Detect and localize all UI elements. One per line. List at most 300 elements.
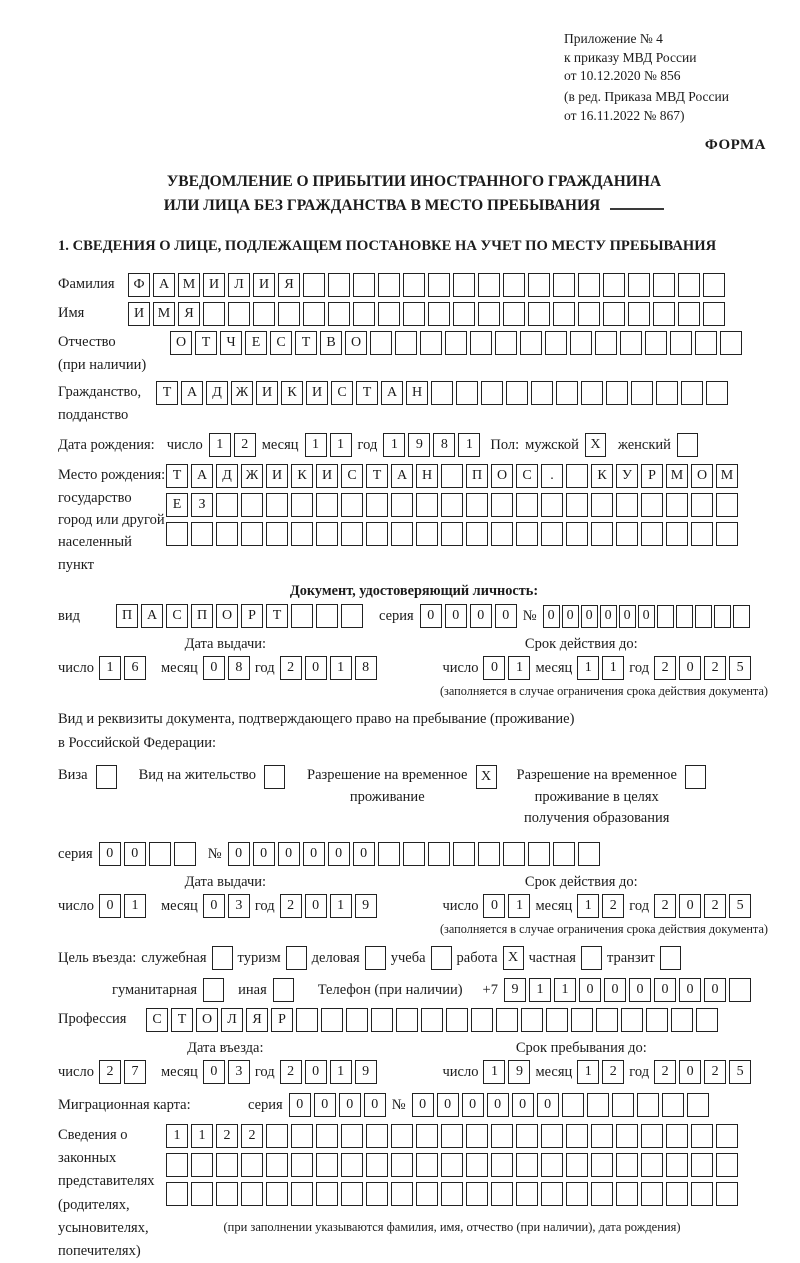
char-cell[interactable]	[541, 522, 563, 546]
char-cell[interactable]	[341, 522, 363, 546]
char-cell[interactable]: Р	[641, 464, 663, 488]
char-cell[interactable]	[441, 493, 463, 517]
char-cell[interactable]	[441, 1124, 463, 1148]
char-cell[interactable]	[681, 381, 703, 405]
char-cell[interactable]: Т	[266, 604, 288, 628]
char-cell[interactable]: О	[216, 604, 238, 628]
purpose-transit-checkbox[interactable]	[660, 946, 681, 970]
char-cell[interactable]	[662, 1093, 684, 1117]
char-cell[interactable]	[241, 1182, 263, 1206]
char-cell[interactable]	[696, 1008, 718, 1032]
char-cell[interactable]: 0	[629, 978, 651, 1002]
char-cell[interactable]	[516, 1124, 538, 1148]
char-cell[interactable]	[641, 1153, 663, 1177]
char-cell[interactable]: С	[331, 381, 353, 405]
char-cell[interactable]	[714, 605, 731, 628]
phone-cells[interactable]	[504, 978, 751, 1002]
char-cell[interactable]	[191, 1153, 213, 1177]
char-cell[interactable]: 2	[280, 1060, 302, 1084]
given-name-cells[interactable]	[128, 302, 725, 326]
char-cell[interactable]: 3	[228, 1060, 250, 1084]
char-cell[interactable]	[428, 273, 450, 297]
char-cell[interactable]	[566, 1182, 588, 1206]
char-cell[interactable]	[391, 522, 413, 546]
char-cell[interactable]	[216, 1182, 238, 1206]
char-cell[interactable]: Ч	[220, 331, 242, 355]
char-cell[interactable]	[733, 605, 750, 628]
char-cell[interactable]	[666, 522, 688, 546]
char-cell[interactable]	[528, 842, 550, 866]
identity-issue-day-cells[interactable]	[99, 656, 146, 680]
char-cell[interactable]	[566, 464, 588, 488]
char-cell[interactable]	[516, 493, 538, 517]
char-cell[interactable]	[491, 522, 513, 546]
char-cell[interactable]: А	[153, 273, 175, 297]
char-cell[interactable]: 0	[412, 1093, 434, 1117]
char-cell[interactable]	[616, 1182, 638, 1206]
purpose-study-checkbox[interactable]	[431, 946, 452, 970]
char-cell[interactable]	[353, 273, 375, 297]
char-cell[interactable]	[628, 273, 650, 297]
char-cell[interactable]: Р	[271, 1008, 293, 1032]
purpose-private-checkbox[interactable]	[581, 946, 602, 970]
char-cell[interactable]	[341, 1124, 363, 1148]
char-cell[interactable]	[446, 1008, 468, 1032]
char-cell[interactable]	[166, 1182, 188, 1206]
char-cell[interactable]: 5	[729, 656, 751, 680]
char-cell[interactable]	[341, 493, 363, 517]
char-cell[interactable]	[416, 1153, 438, 1177]
residence-issue-month-cells[interactable]	[203, 894, 250, 918]
char-cell[interactable]	[591, 1153, 613, 1177]
char-cell[interactable]: 5	[729, 1060, 751, 1084]
char-cell[interactable]: 2	[99, 1060, 121, 1084]
char-cell[interactable]	[678, 273, 700, 297]
identity-kind-cells[interactable]	[116, 604, 363, 628]
char-cell[interactable]	[456, 381, 478, 405]
identity-valid-day-cells[interactable]	[483, 656, 530, 680]
char-cell[interactable]	[620, 331, 642, 355]
char-cell[interactable]	[366, 493, 388, 517]
char-cell[interactable]: 0	[364, 1093, 386, 1117]
char-cell[interactable]	[291, 522, 313, 546]
char-cell[interactable]	[216, 493, 238, 517]
char-cell[interactable]	[720, 331, 742, 355]
char-cell[interactable]: 1	[458, 433, 480, 457]
char-cell[interactable]	[516, 1182, 538, 1206]
char-cell[interactable]: 0	[679, 894, 701, 918]
char-cell[interactable]	[353, 302, 375, 326]
char-cell[interactable]: 9	[504, 978, 526, 1002]
char-cell[interactable]	[531, 381, 553, 405]
char-cell[interactable]: У	[616, 464, 638, 488]
char-cell[interactable]	[653, 302, 675, 326]
char-cell[interactable]: А	[181, 381, 203, 405]
representatives-cells-row-2[interactable]	[166, 1153, 738, 1177]
char-cell[interactable]	[291, 1182, 313, 1206]
char-cell[interactable]: 0	[124, 842, 146, 866]
birth-place-cells-row-3[interactable]	[166, 522, 738, 546]
char-cell[interactable]: 1	[99, 656, 121, 680]
char-cell[interactable]	[553, 302, 575, 326]
char-cell[interactable]: 0	[512, 1093, 534, 1117]
birth-place-cells-row-2[interactable]	[166, 493, 738, 517]
char-cell[interactable]: Л	[221, 1008, 243, 1032]
char-cell[interactable]	[416, 493, 438, 517]
char-cell[interactable]	[556, 381, 578, 405]
char-cell[interactable]: Ж	[241, 464, 263, 488]
char-cell[interactable]	[591, 1182, 613, 1206]
char-cell[interactable]	[441, 464, 463, 488]
char-cell[interactable]	[453, 302, 475, 326]
char-cell[interactable]: А	[391, 464, 413, 488]
char-cell[interactable]	[641, 493, 663, 517]
char-cell[interactable]	[666, 1124, 688, 1148]
char-cell[interactable]: Н	[416, 464, 438, 488]
char-cell[interactable]	[395, 331, 417, 355]
char-cell[interactable]: 2	[654, 894, 676, 918]
char-cell[interactable]: 1	[305, 433, 327, 457]
char-cell[interactable]: 2	[654, 656, 676, 680]
char-cell[interactable]	[637, 1093, 659, 1117]
char-cell[interactable]	[541, 1182, 563, 1206]
char-cell[interactable]	[506, 381, 528, 405]
char-cell[interactable]: .	[541, 464, 563, 488]
char-cell[interactable]: 2	[234, 433, 256, 457]
char-cell[interactable]	[341, 1182, 363, 1206]
char-cell[interactable]: 1	[383, 433, 405, 457]
char-cell[interactable]: 8	[228, 656, 250, 680]
char-cell[interactable]: 0	[420, 604, 442, 628]
char-cell[interactable]	[166, 1153, 188, 1177]
char-cell[interactable]	[716, 1124, 738, 1148]
stay-day-cells[interactable]	[483, 1060, 530, 1084]
char-cell[interactable]	[266, 1153, 288, 1177]
char-cell[interactable]	[566, 522, 588, 546]
char-cell[interactable]	[391, 493, 413, 517]
purpose-official-checkbox[interactable]	[212, 946, 233, 970]
char-cell[interactable]: Р	[241, 604, 263, 628]
char-cell[interactable]: 1	[577, 1060, 599, 1084]
char-cell[interactable]: О	[345, 331, 367, 355]
char-cell[interactable]	[528, 273, 550, 297]
char-cell[interactable]: 1	[602, 656, 624, 680]
char-cell[interactable]: 1	[508, 656, 530, 680]
char-cell[interactable]	[603, 273, 625, 297]
char-cell[interactable]	[606, 381, 628, 405]
char-cell[interactable]	[541, 1124, 563, 1148]
birth-place-cells-row-1[interactable]	[166, 464, 738, 488]
char-cell[interactable]	[491, 1124, 513, 1148]
char-cell[interactable]	[591, 1124, 613, 1148]
identity-issue-year-cells[interactable]	[280, 656, 377, 680]
surname-cells[interactable]	[128, 273, 725, 297]
char-cell[interactable]	[496, 1008, 518, 1032]
identity-valid-month-cells[interactable]	[577, 656, 624, 680]
char-cell[interactable]	[266, 1124, 288, 1148]
char-cell[interactable]	[612, 1093, 634, 1117]
char-cell[interactable]: М	[716, 464, 738, 488]
stay-month-cells[interactable]	[577, 1060, 624, 1084]
char-cell[interactable]	[396, 1008, 418, 1032]
identity-valid-year-cells[interactable]	[654, 656, 751, 680]
char-cell[interactable]: 0	[483, 894, 505, 918]
profession-cells[interactable]	[146, 1008, 718, 1032]
char-cell[interactable]	[566, 1124, 588, 1148]
char-cell[interactable]	[645, 331, 667, 355]
char-cell[interactable]: Л	[228, 273, 250, 297]
char-cell[interactable]: Я	[246, 1008, 268, 1032]
char-cell[interactable]: 0	[483, 656, 505, 680]
char-cell[interactable]	[431, 381, 453, 405]
char-cell[interactable]	[491, 1153, 513, 1177]
char-cell[interactable]	[216, 522, 238, 546]
char-cell[interactable]: М	[666, 464, 688, 488]
char-cell[interactable]: А	[381, 381, 403, 405]
char-cell[interactable]	[595, 331, 617, 355]
purpose-work-checkbox[interactable]: X	[503, 946, 524, 970]
char-cell[interactable]: 8	[355, 656, 377, 680]
birth-month-cells[interactable]	[305, 433, 352, 457]
char-cell[interactable]: 1	[191, 1124, 213, 1148]
char-cell[interactable]: И	[306, 381, 328, 405]
char-cell[interactable]	[670, 331, 692, 355]
char-cell[interactable]	[370, 331, 392, 355]
char-cell[interactable]: 0	[581, 605, 598, 628]
char-cell[interactable]	[391, 1153, 413, 1177]
char-cell[interactable]: 9	[408, 433, 430, 457]
char-cell[interactable]	[495, 331, 517, 355]
char-cell[interactable]: 2	[704, 656, 726, 680]
char-cell[interactable]: 0	[339, 1093, 361, 1117]
char-cell[interactable]	[346, 1008, 368, 1032]
char-cell[interactable]	[596, 1008, 618, 1032]
char-cell[interactable]: 0	[203, 894, 225, 918]
char-cell[interactable]	[478, 842, 500, 866]
char-cell[interactable]: И	[253, 273, 275, 297]
char-cell[interactable]	[571, 1008, 593, 1032]
char-cell[interactable]: С	[166, 604, 188, 628]
char-cell[interactable]	[149, 842, 171, 866]
char-cell[interactable]: И	[256, 381, 278, 405]
char-cell[interactable]: А	[191, 464, 213, 488]
entry-month-cells[interactable]	[203, 1060, 250, 1084]
char-cell[interactable]	[562, 1093, 584, 1117]
char-cell[interactable]: 2	[280, 894, 302, 918]
char-cell[interactable]	[691, 522, 713, 546]
char-cell[interactable]	[403, 302, 425, 326]
char-cell[interactable]: П	[466, 464, 488, 488]
birth-day-cells[interactable]	[209, 433, 256, 457]
char-cell[interactable]: 0	[654, 978, 676, 1002]
char-cell[interactable]	[416, 1124, 438, 1148]
char-cell[interactable]	[328, 302, 350, 326]
char-cell[interactable]: 1	[330, 894, 352, 918]
char-cell[interactable]: 2	[654, 1060, 676, 1084]
char-cell[interactable]	[391, 1182, 413, 1206]
char-cell[interactable]	[678, 302, 700, 326]
char-cell[interactable]	[503, 273, 525, 297]
char-cell[interactable]: А	[141, 604, 163, 628]
char-cell[interactable]: 2	[280, 656, 302, 680]
char-cell[interactable]	[503, 842, 525, 866]
char-cell[interactable]	[716, 493, 738, 517]
char-cell[interactable]	[628, 302, 650, 326]
char-cell[interactable]	[591, 522, 613, 546]
char-cell[interactable]	[291, 604, 313, 628]
residence-series-cells[interactable]	[99, 842, 196, 866]
char-cell[interactable]: 0	[305, 656, 327, 680]
char-cell[interactable]: 0	[704, 978, 726, 1002]
char-cell[interactable]	[253, 302, 275, 326]
char-cell[interactable]	[366, 522, 388, 546]
char-cell[interactable]	[666, 1182, 688, 1206]
char-cell[interactable]: 0	[562, 605, 579, 628]
char-cell[interactable]	[716, 1153, 738, 1177]
char-cell[interactable]	[316, 1153, 338, 1177]
char-cell[interactable]	[703, 302, 725, 326]
char-cell[interactable]	[328, 273, 350, 297]
char-cell[interactable]	[491, 1182, 513, 1206]
char-cell[interactable]: С	[270, 331, 292, 355]
char-cell[interactable]: 1	[529, 978, 551, 1002]
char-cell[interactable]	[657, 605, 674, 628]
char-cell[interactable]: В	[320, 331, 342, 355]
char-cell[interactable]: 0	[278, 842, 300, 866]
char-cell[interactable]	[481, 381, 503, 405]
char-cell[interactable]	[521, 1008, 543, 1032]
char-cell[interactable]	[166, 522, 188, 546]
char-cell[interactable]: 0	[228, 842, 250, 866]
char-cell[interactable]	[541, 1153, 563, 1177]
char-cell[interactable]: 0	[470, 604, 492, 628]
char-cell[interactable]	[616, 1124, 638, 1148]
char-cell[interactable]: Д	[206, 381, 228, 405]
char-cell[interactable]: 0	[679, 978, 701, 1002]
char-cell[interactable]	[266, 493, 288, 517]
char-cell[interactable]	[228, 302, 250, 326]
char-cell[interactable]	[420, 331, 442, 355]
char-cell[interactable]	[466, 1153, 488, 1177]
char-cell[interactable]	[516, 522, 538, 546]
char-cell[interactable]	[266, 1182, 288, 1206]
char-cell[interactable]	[528, 302, 550, 326]
char-cell[interactable]: 0	[305, 1060, 327, 1084]
citizenship-cells[interactable]	[156, 381, 728, 405]
char-cell[interactable]	[296, 1008, 318, 1032]
char-cell[interactable]	[578, 842, 600, 866]
char-cell[interactable]: И	[316, 464, 338, 488]
char-cell[interactable]	[291, 493, 313, 517]
char-cell[interactable]: 0	[303, 842, 325, 866]
char-cell[interactable]	[656, 381, 678, 405]
char-cell[interactable]: 1	[508, 894, 530, 918]
residence-valid-month-cells[interactable]	[577, 894, 624, 918]
residence-number-cells[interactable]	[228, 842, 600, 866]
char-cell[interactable]: 1	[554, 978, 576, 1002]
char-cell[interactable]: С	[341, 464, 363, 488]
char-cell[interactable]: И	[203, 273, 225, 297]
char-cell[interactable]	[341, 1153, 363, 1177]
char-cell[interactable]	[695, 331, 717, 355]
char-cell[interactable]: К	[291, 464, 313, 488]
char-cell[interactable]	[241, 1153, 263, 1177]
char-cell[interactable]: 2	[704, 894, 726, 918]
char-cell[interactable]	[503, 302, 525, 326]
representatives-cells-row-1[interactable]	[166, 1124, 738, 1148]
residence-issue-year-cells[interactable]	[280, 894, 377, 918]
char-cell[interactable]: О	[691, 464, 713, 488]
char-cell[interactable]	[621, 1008, 643, 1032]
char-cell[interactable]	[321, 1008, 343, 1032]
char-cell[interactable]	[266, 522, 288, 546]
char-cell[interactable]	[466, 522, 488, 546]
char-cell[interactable]: С	[146, 1008, 168, 1032]
char-cell[interactable]: 0	[604, 978, 626, 1002]
char-cell[interactable]: 1	[483, 1060, 505, 1084]
stay-year-cells[interactable]	[654, 1060, 751, 1084]
char-cell[interactable]	[278, 302, 300, 326]
char-cell[interactable]	[653, 273, 675, 297]
char-cell[interactable]	[341, 604, 363, 628]
char-cell[interactable]	[216, 1153, 238, 1177]
temp-permit-checkbox[interactable]: X	[476, 765, 497, 789]
entry-day-cells[interactable]	[99, 1060, 146, 1084]
char-cell[interactable]: 0	[314, 1093, 336, 1117]
char-cell[interactable]	[441, 1182, 463, 1206]
char-cell[interactable]	[191, 1182, 213, 1206]
char-cell[interactable]	[570, 331, 592, 355]
char-cell[interactable]: 0	[679, 656, 701, 680]
char-cell[interactable]: Н	[406, 381, 428, 405]
char-cell[interactable]	[641, 1124, 663, 1148]
char-cell[interactable]	[303, 273, 325, 297]
char-cell[interactable]	[616, 1153, 638, 1177]
char-cell[interactable]: И	[128, 302, 150, 326]
char-cell[interactable]: Т	[195, 331, 217, 355]
char-cell[interactable]	[403, 273, 425, 297]
char-cell[interactable]: О	[491, 464, 513, 488]
identity-issue-month-cells[interactable]	[203, 656, 250, 680]
purpose-humanitarian-checkbox[interactable]	[203, 978, 224, 1002]
char-cell[interactable]: 0	[328, 842, 350, 866]
visa-checkbox[interactable]	[96, 765, 117, 789]
char-cell[interactable]	[466, 1124, 488, 1148]
char-cell[interactable]	[403, 842, 425, 866]
char-cell[interactable]	[541, 493, 563, 517]
char-cell[interactable]	[616, 493, 638, 517]
char-cell[interactable]: Ф	[128, 273, 150, 297]
char-cell[interactable]: 6	[124, 656, 146, 680]
male-checkbox[interactable]: X	[585, 433, 606, 457]
char-cell[interactable]	[729, 978, 751, 1002]
edu-permit-checkbox[interactable]	[685, 765, 706, 789]
char-cell[interactable]: 9	[355, 894, 377, 918]
char-cell[interactable]	[391, 1124, 413, 1148]
char-cell[interactable]: 2	[216, 1124, 238, 1148]
residence-issue-day-cells[interactable]	[99, 894, 146, 918]
char-cell[interactable]	[703, 273, 725, 297]
char-cell[interactable]: 0	[487, 1093, 509, 1117]
char-cell[interactable]	[676, 605, 693, 628]
char-cell[interactable]: 1	[577, 656, 599, 680]
char-cell[interactable]	[691, 493, 713, 517]
char-cell[interactable]: И	[266, 464, 288, 488]
birth-year-cells[interactable]	[383, 433, 480, 457]
char-cell[interactable]	[441, 1153, 463, 1177]
char-cell[interactable]	[478, 302, 500, 326]
char-cell[interactable]: 1	[577, 894, 599, 918]
